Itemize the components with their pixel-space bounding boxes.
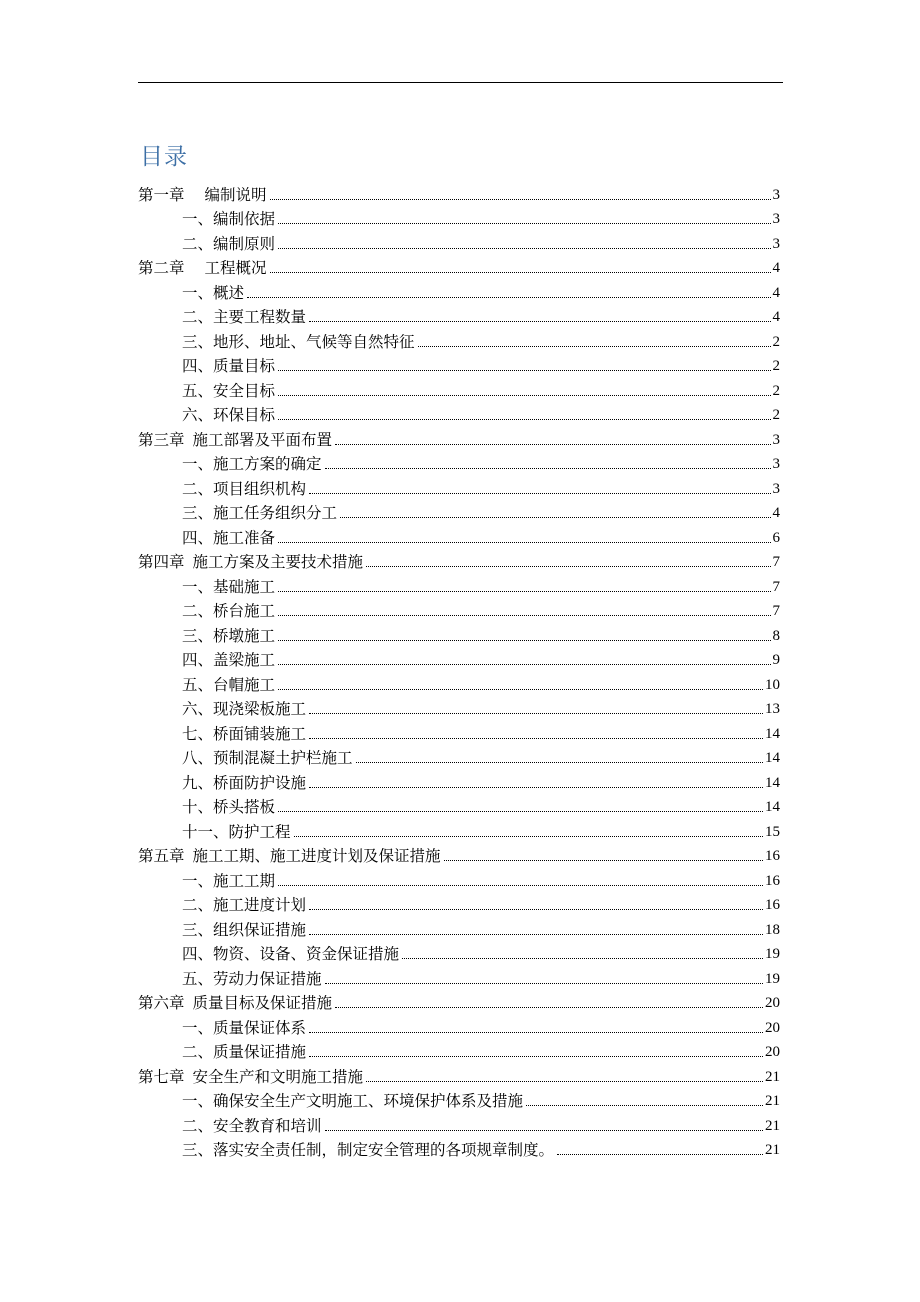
page-number: 7	[772, 554, 780, 570]
chapter-title: 编制说明	[204, 185, 267, 204]
toc-entry-title: 四、质量目标	[182, 357, 276, 375]
toc-entry-title	[138, 258, 267, 278]
toc-chapter-entry[interactable]	[138, 989, 780, 1014]
chapter-title: 质量目标及保证措施	[192, 994, 333, 1012]
page-number: 19	[765, 946, 780, 962]
toc-section-entry[interactable]	[138, 695, 780, 720]
toc-section-entry[interactable]	[138, 523, 780, 548]
toc-chapter-entry[interactable]	[138, 842, 780, 867]
page-number: 3	[772, 480, 780, 497]
page-number: 21	[765, 1093, 780, 1109]
toc-section-entry[interactable]	[138, 229, 780, 254]
toc-entry-title: 二、安全教育和培训	[182, 1116, 322, 1135]
toc-section-entry[interactable]	[138, 1087, 780, 1112]
toc-entry-title: 一、施工方案的确定	[182, 455, 322, 473]
toc-chapter-entry[interactable]	[138, 425, 780, 450]
toc-section-entry[interactable]	[138, 891, 780, 916]
toc-entry-title: 二、主要工程数量	[182, 308, 307, 326]
dot-leader	[278, 615, 770, 616]
chapter-title: 工程概况	[204, 259, 267, 277]
toc-entry-title: 五、台帽施工	[182, 675, 276, 694]
toc-section-entry[interactable]	[138, 964, 780, 989]
dot-leader	[278, 689, 763, 690]
toc-entry-title	[138, 993, 332, 1013]
toc-entry-title: 七、桥面铺装施工	[182, 724, 307, 743]
toc-entry-title	[138, 430, 332, 450]
toc-entry-title: 十、桥头搭板	[182, 798, 276, 816]
toc-chapter-entry[interactable]	[138, 548, 780, 573]
toc-section-entry[interactable]	[138, 205, 780, 230]
toc-entry-title: 十一、防护工程	[182, 822, 291, 841]
dot-leader	[278, 419, 770, 420]
dot-leader	[309, 738, 763, 739]
page-number: 20	[765, 1044, 780, 1060]
toc-entry-title: 一、概述	[182, 283, 245, 302]
dot-leader	[325, 983, 763, 984]
toc-section-entry[interactable]	[138, 499, 780, 524]
chapter-number: 第一章	[138, 185, 185, 204]
toc-entry-title: 四、物资、设备、资金保证措施	[182, 945, 400, 963]
toc-section-entry[interactable]	[138, 376, 780, 401]
toc-section-entry[interactable]	[138, 450, 780, 475]
toc-entry-title: 二、施工进度计划	[182, 896, 307, 914]
page-number: 16	[765, 848, 780, 864]
dot-leader	[278, 591, 770, 592]
dot-leader	[278, 811, 763, 812]
toc-entry-title: 二、桥台施工	[182, 602, 276, 620]
dot-leader	[294, 836, 763, 837]
toc-entry-title: 三、落实安全责任制，制定安全管理的各项规章制度。	[182, 1141, 555, 1159]
page-number: 19	[765, 970, 780, 987]
page-number: 10	[765, 676, 780, 693]
toc-section-entry[interactable]	[138, 352, 780, 377]
dot-leader	[278, 370, 770, 371]
dot-leader	[270, 272, 771, 273]
page-number: 13	[765, 701, 780, 717]
toc-section-entry[interactable]	[138, 744, 780, 769]
toc-entry-title: 一、基础施工	[182, 577, 276, 596]
page-number: 4	[772, 505, 780, 521]
toc-section-entry[interactable]	[138, 327, 780, 352]
page-number: 9	[772, 652, 780, 668]
toc-entry-title: 一、编制依据	[182, 210, 276, 228]
toc-section-entry[interactable]	[138, 303, 780, 328]
toc-section-entry[interactable]	[138, 474, 780, 499]
dot-leader	[309, 787, 763, 788]
toc-section-entry[interactable]	[138, 1013, 780, 1038]
toc-section-entry[interactable]	[138, 940, 780, 965]
dot-leader	[335, 444, 770, 445]
page-number: 20	[765, 1019, 780, 1036]
page-number: 3	[772, 431, 780, 448]
toc-section-entry[interactable]	[138, 401, 780, 426]
toc-section-entry[interactable]	[138, 278, 780, 303]
dot-leader	[278, 542, 770, 543]
toc-section-entry[interactable]	[138, 1111, 780, 1136]
chapter-number: 第四章	[138, 553, 185, 571]
page-number: 3	[772, 211, 780, 227]
toc-section-entry[interactable]	[138, 793, 780, 818]
toc-entry-title: 二、质量保证措施	[182, 1043, 307, 1061]
toc-entry-title	[138, 846, 441, 866]
page-number: 4	[772, 260, 780, 276]
page-number: 2	[772, 333, 780, 350]
toc-entry-title: 三、组织保证措施	[182, 920, 307, 939]
dot-leader	[278, 664, 770, 665]
page-number: 21	[765, 1142, 780, 1158]
page-number: 3	[772, 186, 780, 203]
toc-section-entry[interactable]	[138, 621, 780, 646]
page-number: 21	[765, 1068, 780, 1085]
page-number: 20	[765, 995, 780, 1011]
page-number: 14	[765, 774, 780, 791]
page-number: 7	[772, 603, 780, 619]
page-number: 15	[765, 823, 780, 840]
dot-leader	[309, 493, 770, 494]
chapter-title: 施工工期、施工进度计划及保证措施	[192, 847, 441, 865]
toc-entry-title	[138, 1067, 363, 1087]
page-number: 18	[765, 921, 780, 938]
dot-leader	[278, 395, 770, 396]
toc-section-entry[interactable]	[138, 768, 780, 793]
toc-section-entry[interactable]	[138, 1038, 780, 1063]
page-number: 14	[765, 725, 780, 742]
toc-entry-title: 三、桥墩施工	[182, 626, 276, 645]
chapter-title: 施工方案及主要技术措施	[192, 553, 364, 571]
page-number: 21	[765, 1117, 780, 1134]
page-number: 2	[772, 382, 780, 399]
chapter-number: 第三章	[138, 430, 185, 449]
dot-leader	[247, 297, 770, 298]
dot-leader	[325, 1130, 763, 1131]
dot-leader	[278, 885, 763, 886]
dot-leader	[325, 468, 771, 469]
page-number: 3	[772, 456, 780, 472]
chapter-title: 安全生产和文明施工措施	[192, 1067, 364, 1086]
toc-chapter-entry[interactable]	[138, 1062, 780, 1087]
dot-leader	[366, 566, 770, 567]
toc-entry-title: 六、现浇梁板施工	[182, 700, 307, 718]
toc-entry-title	[138, 185, 267, 205]
chapter-number: 第二章	[138, 259, 185, 277]
dot-leader	[309, 321, 770, 322]
toc-section-entry[interactable]	[138, 670, 780, 695]
page-number: 2	[772, 407, 780, 423]
toc-entry-title: 二、编制原则	[182, 234, 276, 253]
page-number: 4	[772, 309, 780, 325]
toc-entry-title: 三、施工任务组织分工	[182, 504, 338, 522]
toc-entry-title: 五、安全目标	[182, 381, 276, 400]
dot-leader	[402, 958, 763, 959]
dot-leader	[309, 909, 763, 910]
page-number: 14	[765, 750, 780, 766]
dot-leader	[309, 713, 763, 714]
toc-entry-title: 六、环保目标	[182, 406, 276, 424]
toc-section-entry[interactable]	[138, 719, 780, 744]
toc-entry-title: 四、盖梁施工	[182, 651, 276, 669]
dot-leader	[278, 223, 770, 224]
page-number: 3	[772, 235, 780, 252]
page-number: 6	[772, 529, 780, 546]
dot-leader	[526, 1105, 763, 1106]
dot-leader	[335, 1007, 763, 1008]
toc-entry-title: 八、预制混凝土护栏施工	[182, 749, 353, 767]
dot-leader	[557, 1154, 763, 1155]
table-of-contents	[138, 180, 780, 1160]
toc-chapter-entry[interactable]	[138, 254, 780, 279]
toc-entry-title: 九、桥面防护设施	[182, 773, 307, 792]
toc-section-entry[interactable]	[138, 597, 780, 622]
toc-entry-title: 一、确保安全生产文明施工、环境保护体系及措施	[182, 1092, 524, 1110]
header-rule	[138, 82, 783, 83]
page-number: 14	[765, 799, 780, 815]
page-title: 目录	[140, 144, 188, 170]
dot-leader	[309, 1032, 763, 1033]
page-number: 2	[772, 358, 780, 374]
toc-section-entry[interactable]	[138, 817, 780, 842]
toc-entry-title: 二、项目组织机构	[182, 479, 307, 498]
dot-leader	[278, 248, 770, 249]
chapter-number: 第六章	[138, 994, 185, 1012]
dot-leader	[278, 640, 770, 641]
page-number: 16	[765, 872, 780, 889]
toc-section-entry[interactable]	[138, 646, 780, 671]
dot-leader	[340, 517, 770, 518]
dot-leader	[309, 934, 763, 935]
chapter-title: 施工部署及平面布置	[192, 430, 333, 449]
toc-section-entry[interactable]	[138, 572, 780, 597]
toc-entry-title	[138, 552, 363, 572]
dot-leader	[366, 1081, 763, 1082]
toc-chapter-entry[interactable]	[138, 180, 780, 205]
toc-entry-title: 五、劳动力保证措施	[182, 969, 322, 988]
toc-entry-title: 一、质量保证体系	[182, 1018, 307, 1037]
page-number: 16	[765, 897, 780, 913]
chapter-number: 第七章	[138, 1067, 185, 1086]
dot-leader	[270, 199, 771, 200]
toc-entry-title: 四、施工准备	[182, 528, 276, 547]
toc-entry-title: 一、施工工期	[182, 871, 276, 890]
toc-section-entry[interactable]	[138, 1136, 780, 1161]
page-number: 7	[772, 578, 780, 595]
chapter-number: 第五章	[138, 847, 185, 865]
dot-leader	[444, 860, 763, 861]
toc-entry-title: 三、地形、地址、气候等自然特征	[182, 332, 415, 351]
page-number: 4	[772, 284, 780, 301]
toc-section-entry[interactable]	[138, 915, 780, 940]
toc-section-entry[interactable]	[138, 866, 780, 891]
page-number: 8	[772, 627, 780, 644]
dot-leader	[356, 762, 763, 763]
dot-leader	[418, 346, 771, 347]
dot-leader	[309, 1056, 763, 1057]
